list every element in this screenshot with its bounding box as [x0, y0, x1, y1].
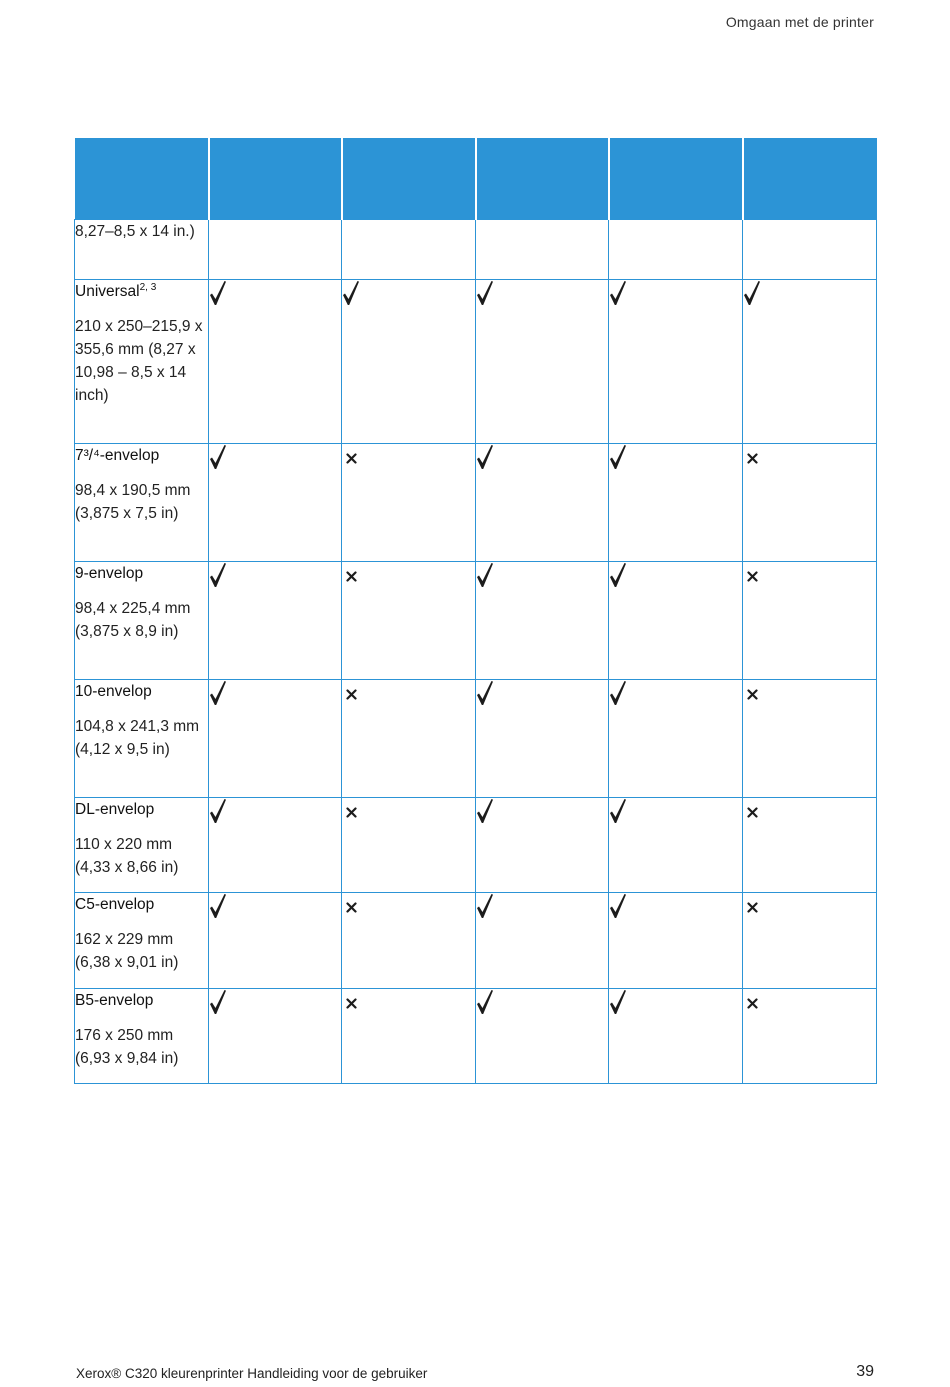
- paper-size-name-text: 10-envelop: [75, 683, 152, 700]
- support-cell: [609, 444, 743, 562]
- paper-size-cell: [75, 893, 209, 989]
- table-header-cell: [209, 139, 342, 220]
- support-cell: [342, 444, 476, 562]
- check-icon: [476, 562, 494, 588]
- footer-page-number: 39: [856, 1363, 874, 1380]
- cross-icon: [346, 902, 357, 913]
- paper-size-name-text: B5-envelop: [75, 992, 154, 1009]
- paper-size-cell: [75, 798, 209, 893]
- support-cell: [342, 220, 476, 280]
- paper-size-cell: [75, 220, 209, 280]
- paper-size-name-text: 7³/⁴-envelop: [75, 447, 160, 464]
- support-cell: [209, 444, 342, 562]
- paper-size-name-text: Universal: [75, 283, 140, 300]
- paper-size-name-text: 9-envelop: [75, 565, 144, 582]
- footer-document-title: Xerox® C320 kleurenprinter Handleiding voor de gebruiker: [76, 1366, 428, 1381]
- support-cell: [476, 444, 609, 562]
- check-icon: [209, 893, 227, 919]
- paper-size-dimensions: 110 x 220 mm (4,33 x 8,66 in): [75, 836, 179, 876]
- table-body: [75, 220, 877, 1084]
- table-row: [75, 444, 877, 562]
- paper-size-dimensions: 98,4 x 225,4 mm (3,875 x 8,9 in): [75, 600, 191, 640]
- paper-size-name: [75, 989, 208, 1012]
- check-icon: [609, 893, 627, 919]
- check-icon: [476, 444, 494, 470]
- support-cell: [476, 562, 609, 680]
- check-icon: [209, 280, 227, 306]
- check-icon: [342, 280, 360, 306]
- support-cell: [743, 680, 877, 798]
- check-icon: [476, 680, 494, 706]
- support-cell: [342, 893, 476, 989]
- check-icon: [476, 893, 494, 919]
- support-cell: [342, 562, 476, 680]
- paper-size-name: [75, 680, 208, 703]
- cross-icon: [747, 689, 758, 700]
- cross-icon: [346, 453, 357, 464]
- support-cell: [209, 989, 342, 1084]
- table-row: [75, 562, 877, 680]
- footnote-reference: 2, 3: [139, 281, 157, 293]
- support-cell: [209, 680, 342, 798]
- table-row: [75, 280, 877, 444]
- paper-size-cell: [75, 562, 209, 680]
- paper-size-name: [75, 798, 208, 821]
- support-cell: [743, 444, 877, 562]
- running-head-title: Omgaan met de printer: [725, 14, 874, 30]
- support-cell: [209, 220, 342, 280]
- support-cell: [476, 798, 609, 893]
- support-cell: [209, 798, 342, 893]
- support-cell: [476, 893, 609, 989]
- cross-icon: [346, 807, 357, 818]
- support-cell: [476, 280, 609, 444]
- paper-size-name: [75, 562, 208, 585]
- table-row: [75, 893, 877, 989]
- check-icon: [209, 562, 227, 588]
- paper-size-cell: [75, 280, 209, 444]
- paper-size-dimensions: 176 x 250 mm (6,93 x 9,84 in): [75, 1027, 179, 1067]
- cross-icon: [346, 998, 357, 1009]
- paper-size-dimensions: 104,8 x 241,3 mm (4,12 x 9,5 in): [75, 718, 200, 758]
- support-cell: [609, 798, 743, 893]
- support-cell: [476, 680, 609, 798]
- support-cell: [609, 562, 743, 680]
- support-cell: [209, 280, 342, 444]
- support-cell: [476, 220, 609, 280]
- check-icon: [609, 680, 627, 706]
- check-icon: [609, 798, 627, 824]
- support-cell: [209, 893, 342, 989]
- paper-size-support-table: [74, 138, 877, 1084]
- paper-size-cell: [75, 444, 209, 562]
- paper-size-name: [75, 280, 208, 303]
- support-cell: [609, 989, 743, 1084]
- cross-icon: [747, 807, 758, 818]
- cross-icon: [747, 998, 758, 1009]
- support-cell: [609, 280, 743, 444]
- paper-size-cell: [75, 680, 209, 798]
- cross-icon: [346, 571, 357, 582]
- paper-size-dimensions: 162 x 229 mm (6,38 x 9,01 in): [75, 931, 179, 971]
- table-row: [75, 680, 877, 798]
- paper-size-name-text: DL-envelop: [75, 801, 155, 818]
- support-cell: [743, 280, 877, 444]
- check-icon: [209, 680, 227, 706]
- support-cell: [743, 893, 877, 989]
- support-cell: [476, 989, 609, 1084]
- check-icon: [209, 798, 227, 824]
- support-cell: [342, 680, 476, 798]
- support-cell: [209, 562, 342, 680]
- table-header-cell: [476, 139, 609, 220]
- support-cell: [342, 798, 476, 893]
- support-cell: [743, 798, 877, 893]
- paper-size-name: [75, 444, 208, 467]
- check-icon: [609, 989, 627, 1015]
- table-row: [75, 220, 877, 280]
- check-icon: [476, 989, 494, 1015]
- table-row: [75, 798, 877, 893]
- check-icon: [609, 444, 627, 470]
- check-icon: [609, 562, 627, 588]
- paper-size-name-text: C5-envelop: [75, 896, 155, 913]
- check-icon: [476, 280, 494, 306]
- paper-size-name: [75, 893, 208, 916]
- cross-icon: [747, 453, 758, 464]
- table-header-cell: [342, 139, 476, 220]
- paper-size-dimensions: 210 x 250–215,9 x 355,6 mm (8,27 x 10,98 – 8,5 x 14 inch): [75, 318, 203, 404]
- cross-icon: [747, 902, 758, 913]
- cross-icon: [346, 689, 357, 700]
- table-header-cell: [75, 139, 209, 220]
- paper-size-dimensions: 8,27–8,5 x 14 in.): [75, 223, 195, 240]
- cross-icon: [747, 571, 758, 582]
- support-cell: [609, 220, 743, 280]
- check-icon: [209, 989, 227, 1015]
- table-header-row: [75, 139, 877, 220]
- paper-size-dimensions: 98,4 x 190,5 mm (3,875 x 7,5 in): [75, 482, 191, 522]
- support-cell: [743, 220, 877, 280]
- check-icon: [743, 280, 761, 306]
- support-cell: [743, 989, 877, 1084]
- support-cell: [342, 280, 476, 444]
- check-icon: [609, 280, 627, 306]
- table-row: [75, 989, 877, 1084]
- support-cell: [609, 680, 743, 798]
- check-icon: [476, 798, 494, 824]
- support-cell: [342, 989, 476, 1084]
- table-header-cell: [609, 139, 743, 220]
- table-header-cell: [743, 139, 877, 220]
- paper-size-cell: [75, 989, 209, 1084]
- check-icon: [209, 444, 227, 470]
- support-cell: [743, 562, 877, 680]
- support-cell: [609, 893, 743, 989]
